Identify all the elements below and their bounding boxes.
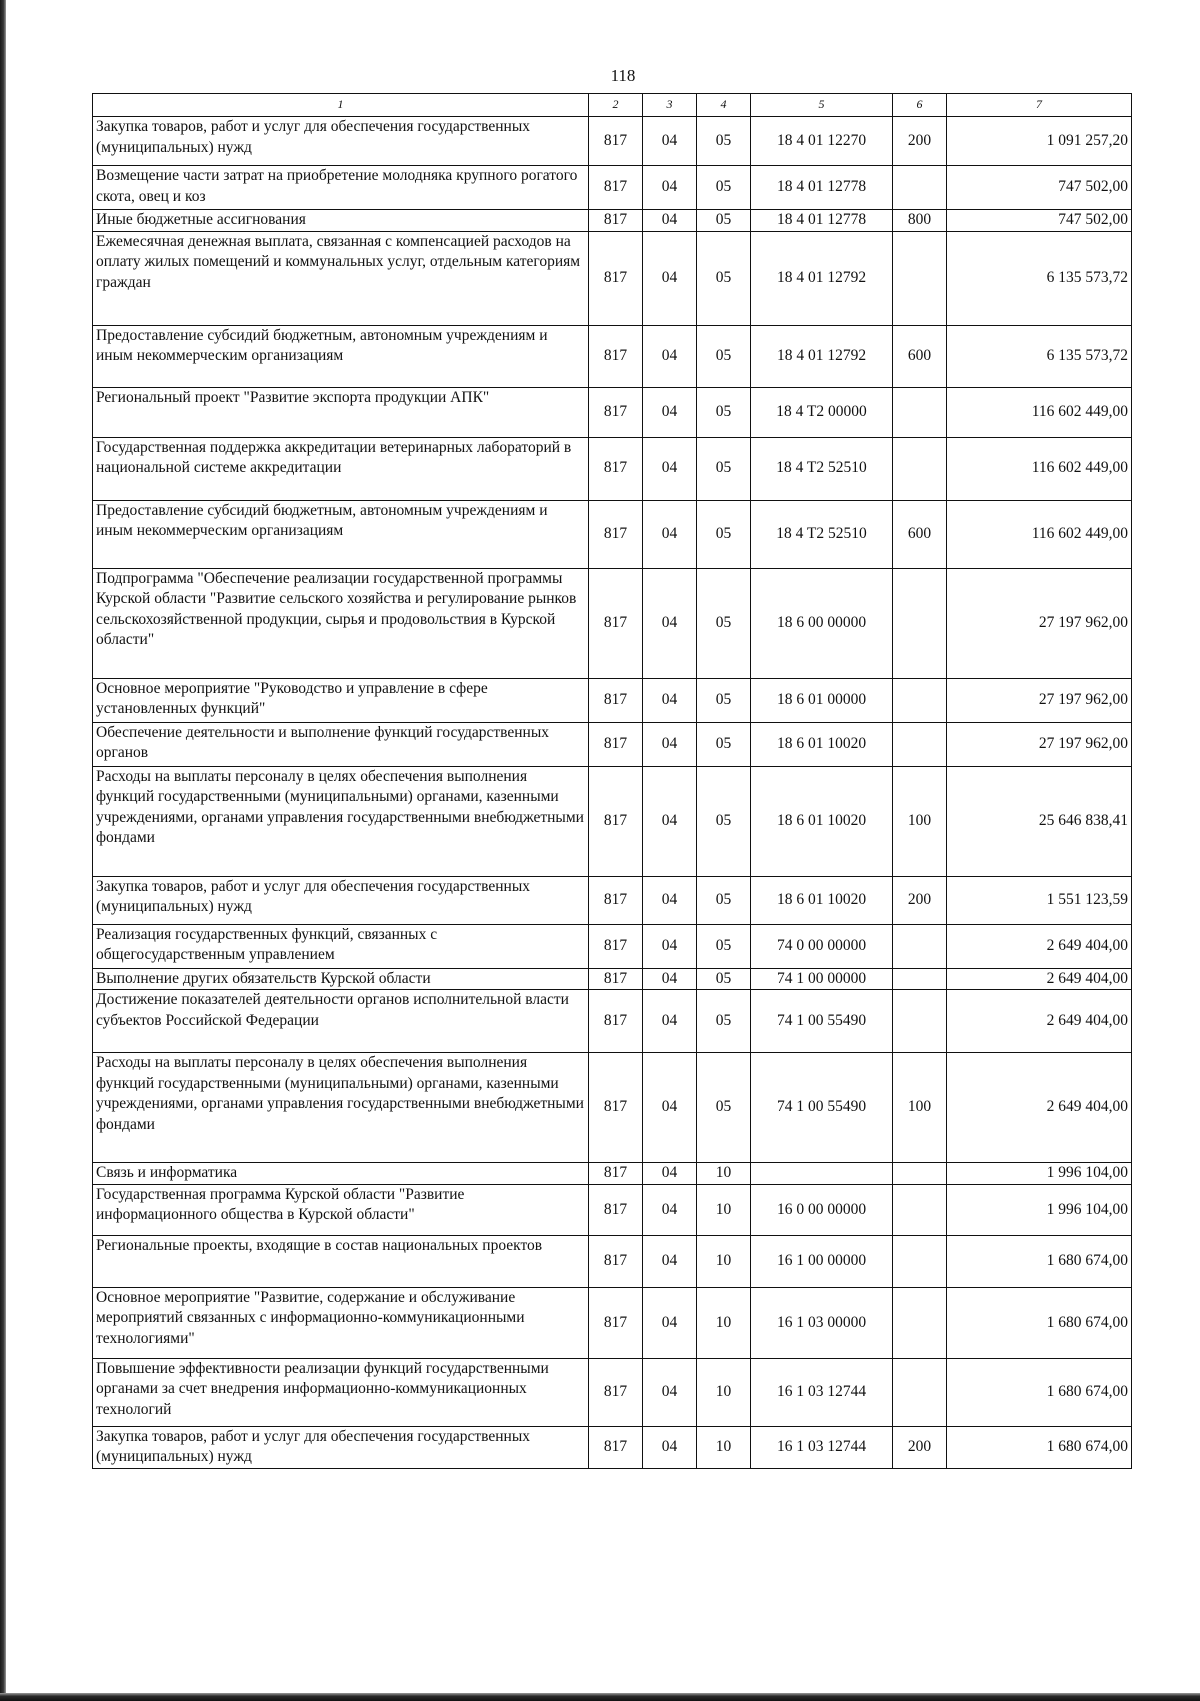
header-row (93, 94, 1132, 117)
row-section: 04 (643, 722, 697, 766)
row-expense-type: 100 (893, 1053, 947, 1163)
scan-shadow-left (0, 0, 6, 1701)
row-amount: 747 502,00 (947, 166, 1132, 210)
row-section: 04 (643, 437, 697, 500)
row-expense-type (893, 1163, 947, 1185)
row-subsection: 05 (697, 500, 751, 568)
row-target-article: 18 4 T2 00000 (751, 387, 893, 437)
row-section: 04 (643, 231, 697, 325)
row-admin-code: 817 (589, 876, 643, 924)
row-expense-type (893, 678, 947, 722)
row-admin-code: 817 (589, 1235, 643, 1287)
row-target-article: 18 6 01 10020 (751, 722, 893, 766)
col-header-1: 1 (93, 94, 589, 117)
table-row (93, 1426, 1132, 1468)
row-amount: 2 649 404,00 (947, 924, 1132, 968)
row-amount: 1 680 674,00 (947, 1358, 1132, 1426)
table-row (93, 968, 1132, 990)
row-admin-code: 817 (589, 924, 643, 968)
row-subsection: 05 (697, 437, 751, 500)
row-subsection: 05 (697, 766, 751, 876)
table-row (93, 1358, 1132, 1426)
row-name: Основное мероприятие "Руководство и управление в сфере установленных функций" (93, 678, 589, 722)
row-expense-type (893, 1358, 947, 1426)
row-subsection: 05 (697, 990, 751, 1053)
row-subsection: 05 (697, 387, 751, 437)
row-target-article: 74 1 00 55490 (751, 1053, 893, 1163)
row-subsection: 05 (697, 924, 751, 968)
table-row (93, 500, 1132, 568)
row-admin-code: 817 (589, 1287, 643, 1358)
row-section: 04 (643, 500, 697, 568)
col-header-4: 4 (697, 94, 751, 117)
table-row (93, 722, 1132, 766)
page-number: 118 (610, 66, 636, 85)
row-amount: 116 602 449,00 (947, 500, 1132, 568)
row-admin-code: 817 (589, 325, 643, 387)
row-target-article: 18 4 01 12778 (751, 210, 893, 232)
row-target-article: 18 6 00 00000 (751, 568, 893, 678)
row-admin-code: 817 (589, 968, 643, 990)
col-header-5: 5 (751, 94, 893, 117)
row-amount: 1 680 674,00 (947, 1235, 1132, 1287)
row-expense-type (893, 231, 947, 325)
row-name: Реализация государственных функций, связанных с общегосударственным управлением (93, 924, 589, 968)
table-row (93, 990, 1132, 1053)
row-expense-type: 200 (893, 117, 947, 166)
row-expense-type (893, 166, 947, 210)
row-name: Связь и информатика (93, 1163, 589, 1185)
row-name: Закупка товаров, работ и услуг для обеспечения государственных (муниципальных) нужд (93, 876, 589, 924)
row-target-article: 18 4 T2 52510 (751, 437, 893, 500)
row-expense-type (893, 990, 947, 1053)
row-amount: 1 091 257,20 (947, 117, 1132, 166)
row-amount: 6 135 573,72 (947, 231, 1132, 325)
table-row (93, 117, 1132, 166)
row-admin-code: 817 (589, 990, 643, 1053)
row-amount: 27 197 962,00 (947, 568, 1132, 678)
table-row (93, 678, 1132, 722)
row-subsection: 05 (697, 166, 751, 210)
row-subsection: 10 (697, 1287, 751, 1358)
row-admin-code: 817 (589, 117, 643, 166)
row-amount: 116 602 449,00 (947, 387, 1132, 437)
table-row (93, 1184, 1132, 1235)
row-name: Расходы на выплаты персоналу в целях обеспечения выполнения функций государственными (муниципальными) органами, казенными учреждениями, органами управления государственными внебюджетными фондами (93, 1053, 589, 1163)
row-section: 04 (643, 325, 697, 387)
row-subsection: 05 (697, 968, 751, 990)
row-target-article: 18 4 01 12270 (751, 117, 893, 166)
row-name: Предоставление субсидий бюджетным, автономным учреждениям и иным некоммерческим организациям (93, 500, 589, 568)
row-section: 04 (643, 166, 697, 210)
row-admin-code: 817 (589, 568, 643, 678)
row-target-article: 18 4 01 12792 (751, 231, 893, 325)
col-header-3: 3 (643, 94, 697, 117)
row-section: 04 (643, 210, 697, 232)
row-subsection: 10 (697, 1426, 751, 1468)
row-section: 04 (643, 117, 697, 166)
row-expense-type (893, 924, 947, 968)
row-name: Региональный проект "Развитие экспорта продукции АПК" (93, 387, 589, 437)
row-target-article: 16 0 00 00000 (751, 1184, 893, 1235)
row-admin-code: 817 (589, 166, 643, 210)
col-header-2: 2 (589, 94, 643, 117)
row-target-article: 18 6 01 00000 (751, 678, 893, 722)
row-expense-type: 100 (893, 766, 947, 876)
row-subsection: 05 (697, 568, 751, 678)
row-amount: 1 680 674,00 (947, 1426, 1132, 1468)
col-header-7: 7 (947, 94, 1132, 117)
row-amount: 1 551 123,59 (947, 876, 1132, 924)
row-amount: 747 502,00 (947, 210, 1132, 232)
row-section: 04 (643, 924, 697, 968)
row-target-article: 18 6 01 10020 (751, 876, 893, 924)
row-target-article: 16 1 00 00000 (751, 1235, 893, 1287)
row-target-article: 74 1 00 55490 (751, 990, 893, 1053)
row-expense-type (893, 1287, 947, 1358)
row-target-article: 18 4 01 12778 (751, 166, 893, 210)
row-target-article: 74 1 00 00000 (751, 968, 893, 990)
row-name: Подпрограмма "Обеспечение реализации государственной программы Курской области "Развитие сельского хозяйства и регулирование рынков сельскохозяйственной продукции, сырья и продовольствия в Курской области" (93, 568, 589, 678)
row-amount: 2 649 404,00 (947, 968, 1132, 990)
row-subsection: 05 (697, 210, 751, 232)
row-subsection: 05 (697, 722, 751, 766)
row-amount: 6 135 573,72 (947, 325, 1132, 387)
row-admin-code: 817 (589, 437, 643, 500)
row-admin-code: 817 (589, 1053, 643, 1163)
row-target-article (751, 1163, 893, 1185)
row-admin-code: 817 (589, 1184, 643, 1235)
row-admin-code: 817 (589, 722, 643, 766)
table-row (93, 924, 1132, 968)
row-target-article: 16 1 03 12744 (751, 1358, 893, 1426)
row-name: Обеспечение деятельности и выполнение функций государственных органов (93, 722, 589, 766)
row-target-article: 16 1 03 12744 (751, 1426, 893, 1468)
row-section: 04 (643, 1235, 697, 1287)
row-section: 04 (643, 1184, 697, 1235)
row-section: 04 (643, 1287, 697, 1358)
row-subsection: 10 (697, 1163, 751, 1185)
row-amount: 1 680 674,00 (947, 1287, 1132, 1358)
table-row (93, 1163, 1132, 1185)
row-name: Основное мероприятие "Развитие, содержание и обслуживание мероприятий связанных с информационно-коммуникационными технологиями" (93, 1287, 589, 1358)
row-name: Иные бюджетные ассигнования (93, 210, 589, 232)
row-name: Повышение эффективности реализации функций государственными органами за счет внедрения информационно-коммуникационных технологий (93, 1358, 589, 1426)
row-subsection: 05 (697, 678, 751, 722)
row-subsection: 10 (697, 1184, 751, 1235)
row-subsection: 10 (697, 1358, 751, 1426)
row-admin-code: 817 (589, 500, 643, 568)
row-name: Достижение показателей деятельности органов исполнительной власти субъектов Российской Федерации (93, 990, 589, 1053)
row-admin-code: 817 (589, 210, 643, 232)
row-subsection: 05 (697, 231, 751, 325)
table-body (93, 117, 1132, 1469)
row-expense-type: 800 (893, 210, 947, 232)
col-header-6: 6 (893, 94, 947, 117)
row-amount: 1 996 104,00 (947, 1184, 1132, 1235)
row-subsection: 05 (697, 325, 751, 387)
row-admin-code: 817 (589, 1358, 643, 1426)
row-admin-code: 817 (589, 1426, 643, 1468)
table-row (93, 1053, 1132, 1163)
row-expense-type: 600 (893, 500, 947, 568)
scan-shadow-bottom (0, 1693, 1200, 1701)
row-section: 04 (643, 876, 697, 924)
row-expense-type: 200 (893, 1426, 947, 1468)
table-row (93, 766, 1132, 876)
row-amount: 116 602 449,00 (947, 437, 1132, 500)
row-section: 04 (643, 387, 697, 437)
row-target-article: 74 0 00 00000 (751, 924, 893, 968)
row-expense-type (893, 387, 947, 437)
row-subsection: 05 (697, 117, 751, 166)
row-section: 04 (643, 1163, 697, 1185)
row-name: Региональные проекты, входящие в состав национальных проектов (93, 1235, 589, 1287)
row-target-article: 18 4 T2 52510 (751, 500, 893, 568)
table-row (93, 1235, 1132, 1287)
table-row (93, 166, 1132, 210)
row-expense-type: 200 (893, 876, 947, 924)
row-name: Ежемесячная денежная выплата, связанная с компенсацией расходов на оплату жилых помещений и коммунальных услуг, отдельным категориям граждан (93, 231, 589, 325)
row-amount: 25 646 838,41 (947, 766, 1132, 876)
row-expense-type (893, 437, 947, 500)
row-admin-code: 817 (589, 387, 643, 437)
row-amount: 1 996 104,00 (947, 1163, 1132, 1185)
row-expense-type (893, 968, 947, 990)
table-row (93, 876, 1132, 924)
row-subsection: 05 (697, 876, 751, 924)
row-admin-code: 817 (589, 231, 643, 325)
table-row (93, 210, 1132, 232)
row-subsection: 10 (697, 1235, 751, 1287)
row-admin-code: 817 (589, 766, 643, 876)
row-name: Возмещение части затрат на приобретение молодняка крупного рогатого скота, овец и коз (93, 166, 589, 210)
row-name: Предоставление субсидий бюджетным, автономным учреждениям и иным некоммерческим организациям (93, 325, 589, 387)
row-name: Расходы на выплаты персоналу в целях обеспечения выполнения функций государственными (муниципальными) органами, казенными учреждениями, органами управления государственными внебюджетными фондами (93, 766, 589, 876)
row-expense-type (893, 568, 947, 678)
table-row (93, 437, 1132, 500)
row-section: 04 (643, 968, 697, 990)
row-expense-type (893, 1235, 947, 1287)
budget-table (92, 93, 1132, 1469)
row-section: 04 (643, 678, 697, 722)
table-row (93, 1287, 1132, 1358)
row-expense-type (893, 722, 947, 766)
table-row (93, 231, 1132, 325)
row-section: 04 (643, 1426, 697, 1468)
row-section: 04 (643, 568, 697, 678)
table-row (93, 387, 1132, 437)
row-admin-code: 817 (589, 1163, 643, 1185)
row-name: Государственная программа Курской области "Развитие информационного общества в Курской области" (93, 1184, 589, 1235)
row-target-article: 18 4 01 12792 (751, 325, 893, 387)
row-amount: 27 197 962,00 (947, 678, 1132, 722)
row-name: Государственная поддержка аккредитации ветеринарных лабораторий в национальной системе аккредитации (93, 437, 589, 500)
row-expense-type (893, 1184, 947, 1235)
row-expense-type: 600 (893, 325, 947, 387)
row-section: 04 (643, 990, 697, 1053)
table-row (93, 568, 1132, 678)
row-section: 04 (643, 1053, 697, 1163)
row-admin-code: 817 (589, 678, 643, 722)
row-name: Закупка товаров, работ и услуг для обеспечения государственных (муниципальных) нужд (93, 117, 589, 166)
table-row (93, 325, 1132, 387)
row-target-article: 16 1 03 00000 (751, 1287, 893, 1358)
row-name: Закупка товаров, работ и услуг для обеспечения государственных (муниципальных) нужд (93, 1426, 589, 1468)
row-amount: 27 197 962,00 (947, 722, 1132, 766)
row-name: Выполнение других обязательств Курской области (93, 968, 589, 990)
row-section: 04 (643, 1358, 697, 1426)
row-amount: 2 649 404,00 (947, 1053, 1132, 1163)
row-amount: 2 649 404,00 (947, 990, 1132, 1053)
row-section: 04 (643, 766, 697, 876)
row-target-article: 18 6 01 10020 (751, 766, 893, 876)
row-subsection: 05 (697, 1053, 751, 1163)
